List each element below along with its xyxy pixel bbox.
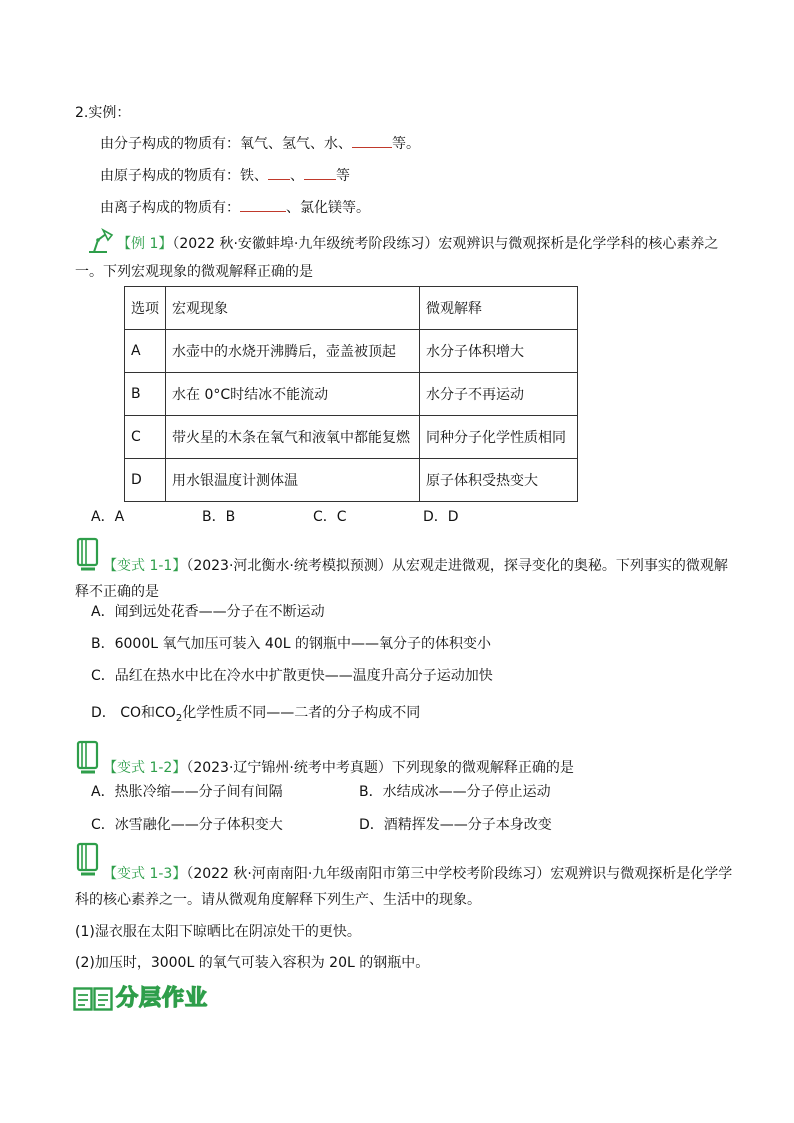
homework-icon (73, 987, 113, 1011)
variant2-source: （2023·辽宁锦州·统考中考真题）下列现象的微观解释正确的是 (186, 760, 574, 776)
molecular-label: 由分子构成的物质有：氧气、氢气、水、 (100, 136, 352, 152)
desk-lamp-icon (85, 226, 115, 254)
variant2-option-a[interactable]: A．热胀冷缩——分子间有间隔 (91, 784, 283, 800)
variant1-source: （2023·河北衡水·统考模拟预测）从宏观走进微观，探寻变化的奥秘。下列事实的微观解 (186, 558, 728, 574)
variant1-line2: 释不正确的是 (75, 584, 159, 600)
table-cell: 同种分子化学性质相同 (420, 416, 578, 459)
table-cell: B (125, 373, 166, 416)
variant1-option-b[interactable]: B．6000L 氧气加压可装入 40L 的钢瓶中——氧分子的体积变小 (91, 636, 491, 652)
atomic-line (100, 165, 350, 186)
table-cell: 水壶中的水烧开沸腾后，壶盖被顶起 (166, 330, 420, 373)
table-row (125, 330, 578, 373)
variant3-source: （2022 秋·河南南阳·九年级南阳市第三中学校考阶段练习）宏观辨识与微观探析是化学学 (186, 866, 733, 882)
table-row (125, 373, 578, 416)
variant1-option-a[interactable]: A．闻到远处花香——分子在不断运动 (91, 604, 325, 620)
molecular-line (100, 133, 420, 154)
variant1-option-d[interactable] (91, 703, 420, 729)
notebook-icon (76, 537, 100, 573)
table-cell: D (125, 459, 166, 502)
table-cell: 原子体积受热变大 (420, 459, 578, 502)
section-heading: 2.实例： (75, 105, 131, 121)
table-header-row (125, 287, 578, 330)
table-cell: 水分子不再运动 (420, 373, 578, 416)
variant2-option-c[interactable]: C．冰雪融化——分子体积变大 (91, 817, 283, 833)
variant1-option-c[interactable]: C．品红在热水中比在冷水中扩散更快——温度升高分子运动加快 (91, 668, 493, 684)
table-cell: 用水银温度计测体温 (166, 459, 420, 502)
option-b[interactable]: B．B (202, 509, 236, 525)
variant1-tag: 【变式 1-1】 (103, 558, 187, 574)
atomic-blank-2[interactable] (304, 165, 336, 180)
table-cell: 带火星的木条在氧气和液氧中都能复燃 (166, 416, 420, 459)
table-cell: C (125, 416, 166, 459)
table-header-cell: 宏观现象 (166, 287, 420, 330)
variant1-option-d-sub: 2 (175, 712, 183, 724)
ionic-blank[interactable] (240, 197, 286, 212)
option-c[interactable]: C．C (313, 509, 347, 525)
variant3-title (103, 864, 732, 884)
atomic-sep: 、 (290, 168, 304, 184)
table-cell: A (125, 330, 166, 373)
table-header-cell: 微观解释 (420, 287, 578, 330)
example1-line2: 一。下列宏观现象的微观解释正确的是 (75, 264, 313, 280)
ionic-tail: 、氯化镁等。 (286, 200, 370, 216)
ionic-label: 由离子构成的物质有： (100, 200, 240, 216)
ionic-line (100, 197, 370, 218)
table-row (125, 459, 578, 502)
option-a[interactable]: A．A (91, 509, 125, 525)
variant1-option-d-post: 化学性质不同——二者的分子构成不同 (182, 705, 421, 721)
homework-title: 分层作业 (116, 986, 209, 1011)
table-cell: 水分子体积增大 (420, 330, 578, 373)
notebook-icon (76, 842, 100, 878)
variant1-title (103, 556, 728, 576)
variant2-option-d[interactable]: D．酒精挥发——分子本身改变 (359, 817, 552, 833)
variant3-question-1: (1)湿衣服在太阳下晾晒比在阴凉处干的更快。 (75, 924, 361, 940)
atomic-blank-1[interactable] (268, 165, 290, 180)
atomic-label: 由原子构成的物质有：铁、 (100, 168, 268, 184)
notebook-icon (76, 740, 100, 776)
molecular-blank[interactable] (352, 133, 392, 148)
variant3-line2: 科的核心素养之一。请从微观角度解释下列生产、生活中的现象。 (75, 892, 481, 908)
variant3-question-2: (2)加压时，3000L 的氧气可装入容积为 20L 的钢瓶中。 (75, 955, 430, 971)
variant1-option-d-pre: D． CO和CO (91, 705, 176, 721)
variant3-tag: 【变式 1-3】 (103, 866, 187, 882)
variant2-option-b[interactable]: B．水结成冰——分子停止运动 (359, 784, 551, 800)
table-cell: 水在 0°C时结冰不能流动 (166, 373, 420, 416)
variant2-tag: 【变式 1-2】 (103, 760, 187, 776)
example1-table (124, 286, 578, 502)
atomic-tail: 等 (336, 168, 350, 184)
example1-source: （2022 秋·安徽蚌埠·九年级统考阶段练习）宏观辨识与微观探析是化学学科的核心素养之 (172, 236, 719, 252)
example1-title (117, 234, 718, 254)
variant2-title (103, 758, 574, 778)
option-d[interactable]: D．D (423, 509, 459, 525)
table-row (125, 416, 578, 459)
table-header-cell: 选项 (125, 287, 166, 330)
molecular-tail: 等。 (392, 136, 420, 152)
example1-tag: 【例 1】 (117, 236, 173, 252)
